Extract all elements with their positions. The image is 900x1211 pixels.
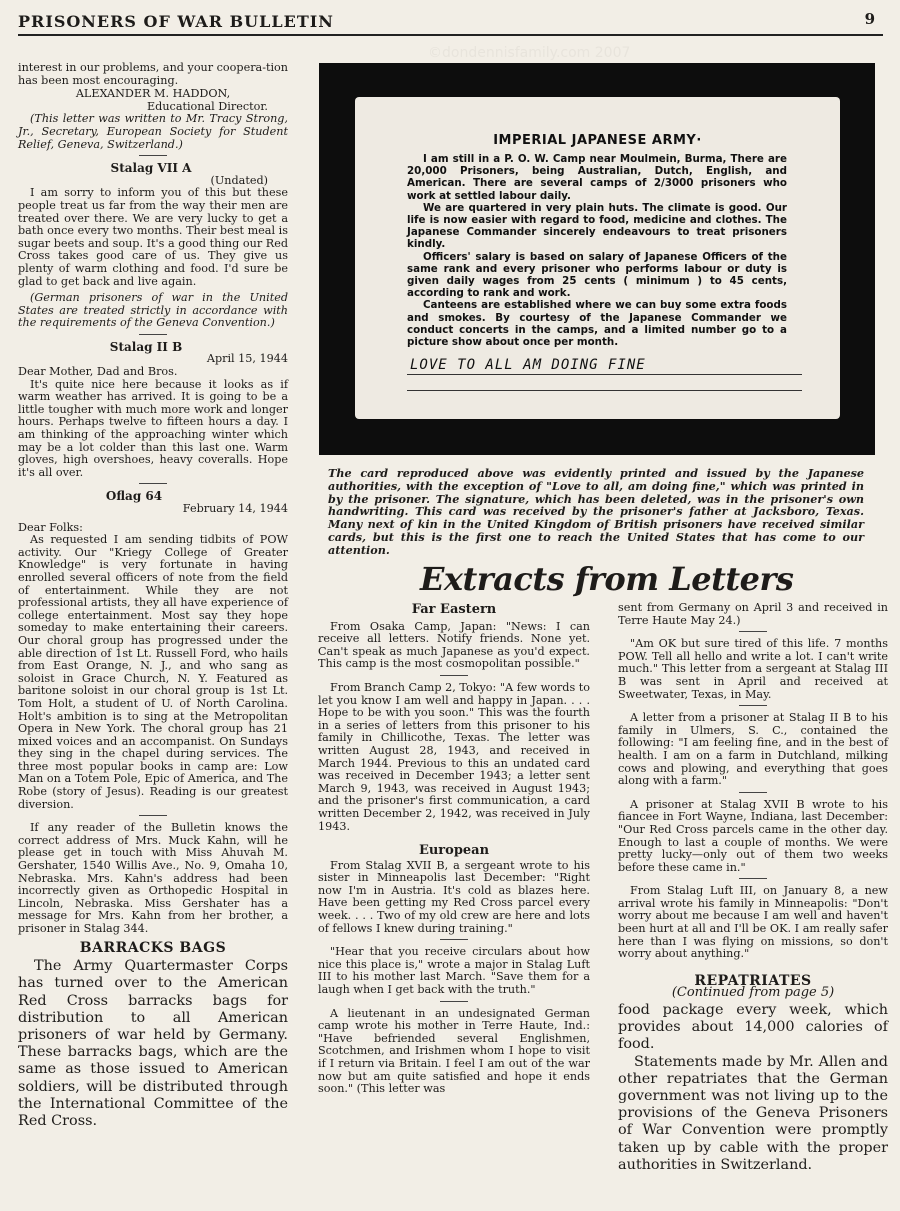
signature-title: Educational Director. bbox=[147, 99, 268, 113]
am-ok-letter: "Am OK but sure tired of this life. 7 months POW. Tell all hello and write a lot. I can't write much." This letter from a sergeant at Stalag III B was sent in April and received at Sweetwater, Texas, in May. bbox=[618, 637, 888, 701]
card-paragraph: I am still in a P. O. W. Camp near Moulmein, Burma, There are 20,000 Prisoners, being Australian, Dutch, English, and American. There are several camps of 2/3000 prisoners who work at settled labour daily. bbox=[407, 153, 787, 202]
repatriates-article bbox=[618, 1002, 888, 1174]
divider bbox=[739, 705, 767, 706]
letter2-salutation: Dear Mother, Dad and Bros. bbox=[18, 365, 178, 379]
letter3-heading: Oflag 64 bbox=[105, 489, 163, 504]
card-paragraph: Canteens are established where we can buy some extra foods and smokes. By courtesy of the Japanese Commander we conduct concerts in the camps, and a limited number go to a picture show about once per month. bbox=[407, 299, 787, 349]
letter3-salutation: Dear Folks: bbox=[18, 520, 83, 534]
divider bbox=[739, 631, 767, 632]
divider bbox=[739, 792, 767, 793]
repatriates-continued: (Continued from page 5) bbox=[671, 985, 835, 1001]
signature-name: ALEXANDER M. HADDON, bbox=[75, 87, 231, 101]
intro-text: interest in our problems, and your coopera-tion has been most encouraging. bbox=[18, 61, 289, 87]
handwritten-message: LOVE TO ALL AM DOING FINE bbox=[410, 357, 646, 373]
signature-line bbox=[407, 390, 802, 391]
letter2-text: It's quite nice here because it looks as if warm weather has arrived. It is going to be a little tougher with much more work and longer hours. Perhaps twelve to fifteen hours a day. I am thinking of the approaching winter which may be a lot colder than this last one. Warm gloves, high overshoes, heavy coveralls. Hope it's all over. bbox=[18, 377, 288, 479]
fort-wayne-letter: A prisoner at Stalag XVII B wrote to his fiancee in Fort Wayne, Indiana, last December: "Our Red Cross parcels came in the other day. Enough to last a couple of months. We were pretty lucky—only out of them two weeks before these came in." bbox=[618, 797, 888, 874]
letter1-heading: Stalag VII A bbox=[110, 161, 192, 176]
japanese-army-postcard bbox=[355, 97, 840, 419]
barracks-article bbox=[18, 958, 288, 1130]
circulars-letter: "Hear that you receive circulars about how nice this place is," wrote a major in Stalag Luft III to his mother last March. "Save them for a laugh when I get back with the truth." bbox=[318, 945, 590, 997]
ulmers-letter: A letter from a prisoner at Stalag II B to his family in Ulmers, S. C., contained the following: "I am feeling fine, and in the best of health. I am on a farm in Dutchland, milking cows and plowing, and everything that goes along with a farm." bbox=[618, 711, 888, 788]
divider bbox=[440, 939, 468, 940]
letter1-note: (German prisoners of war in the United States are treated strictly in accordance with the requirements of the Geneva Convention.) bbox=[18, 291, 288, 330]
branch-camp-letter: From Branch Camp 2, Tokyo: "A few words to let you know I am well and happy in Japan. . . . Hope to be with you soon." This was the fourth in a series of letters from this prisoner to his family in Chillicothe, Texas. The letter was written August 28, 1943, and received in March 1944. Previous to this an undated card was received in December 1943; a letter sent March 9, 1943, was received in August 1943; and the prisoner's first communication, a card written December 2, 1942, was received in July 1943. bbox=[318, 680, 590, 833]
left-column bbox=[18, 62, 288, 1130]
kahn-notice: If any reader of the Bulletin knows the correct address of Mrs. Muck Kahn, will he please get in touch with Miss Ahuvah M. Gershater, 1540 Willis Ave., No. 9, Omaha 10, Nebraska. Mrs. Kahn's address had been incorrectly given as Orthopedic Hospital in Lincoln, Nebraska. Miss Gershater has a message for Mrs. Kahn from her brother, a prisoner in Stalag 344. bbox=[18, 821, 288, 935]
card-body bbox=[407, 153, 787, 348]
divider bbox=[139, 815, 167, 816]
letter1-date: (Undated) bbox=[210, 173, 268, 187]
lieutenant-letter: A lieutenant in an undesignated German camp wrote his mother in Terre Haute, Ind.: "Have befriended several Englishmen, Scotchmen, and Irishmen whom I hope to visit if I return via Britain. I feel I am out of the war now but am quite satisfied and hope it ends soon." (This letter was bbox=[318, 1006, 590, 1096]
repatriates-text: Statements made by Mr. Allen and other repatriates that the German government was not living up to the provisions of the Geneva Prisoners of War Convention were promptly taken up by cable with the proper authorities in Switzerland. bbox=[618, 1053, 888, 1173]
card-title: IMPERIAL JAPANESE ARMY· bbox=[493, 133, 702, 148]
barracks-text: The Army Quartermaster Corps has turned over to the American Red Cross barracks bags for distribution to all American prisoners of war held by Germany. These barracks bags, which are the same as those issued to American soldiers, will be distributed through the International Committee of the Red Cross. bbox=[18, 958, 288, 1130]
stalag-xvii-letter: From Stalag XVII B, a sergeant wrote to his sister in Minneapolis last December: "Right now I'm in Austria. It's cold as blazes here. Have been getting my Red Cross parcel every week. . . . Two of my old crew are here and lots of fellows I knew during training." bbox=[318, 858, 590, 935]
divider bbox=[139, 483, 167, 484]
letter3-text: As requested I am sending tidbits of POW activity. Our "Kriegy College of Greater Knowledge" is very fortunate in having enrolled several officers of note from the field of entertainment. While they are not professional artists, they all have experience of college entertainment. Most say they hope someday to make entertaining their careers. Our choral group has progressed under the able direction of 1st Lt. Russell Ford, who hails from East Orange, N. J., and who sang as soloist in Grace Church, N. Y. Featured as baritone soloist in our choral group is 1st Lt. Tom Holt, a student of U. of North Carolina. Holt's ambition is to sing at the Metropolitan Opera in New York. The choral group has 21 mixed voices and an accompanist. On Sundays they sing in the chapel during services. The three most popular books in camp are: Low Man on a Totem Pole, Epic of America, and The Robe (story of Jesus). Reading is our greatest diversion. bbox=[18, 533, 288, 811]
signature-note: (This letter was written to Mr. Tracy Strong, Jr., Secretary, European Society for Student Relief, Geneva, Switzerland.) bbox=[18, 112, 288, 151]
european-heading: European bbox=[418, 843, 490, 859]
page-number: 9 bbox=[864, 10, 875, 28]
extracts-title: Extracts from Letters bbox=[420, 560, 794, 598]
barracks-heading: BARRACKS BAGS bbox=[79, 939, 227, 956]
letter2-heading: Stalag II B bbox=[109, 339, 183, 354]
letter1-text: I am sorry to inform you of this but these people treat us far from the way their men are treated over there. We are very lucky to get a bath once every two months. Their best meal is sugar beets and soup. It's a good thing our Red Cross takes good care of us. They give us plenty of warm clothing and food. I'd sure be glad to get back and live again. bbox=[18, 186, 288, 288]
luft-iii-letter: From Stalag Luft III, on January 8, a new arrival wrote his family in Minneapolis: "Don't worry about me because I am well and haven't been hurt at all and I'll be OK. I am really safer here than I was flying on missions, so don't worry about anything." bbox=[618, 884, 888, 961]
repatriates-heading: REPATRIATES bbox=[694, 972, 812, 989]
card-paragraph: We are quartered in very plain huts. The climate is good. Our life is now easier with regard to food, medicine and clothes. The Japanese Commander sincerely endeavours to treat prisoners kindly. bbox=[407, 201, 787, 251]
divider bbox=[739, 878, 767, 879]
watermark: ©dondennisfamily.com 2007 bbox=[428, 45, 631, 61]
divider bbox=[139, 155, 167, 156]
divider bbox=[440, 1001, 468, 1002]
divider bbox=[440, 675, 468, 676]
card-paragraph: Officers' salary is based on salary of Japanese Officers of the same rank and every prisoner who performs labour or duty is given daily wages from 25 cents ( minimum ) to 45 cents, according to rank and work. bbox=[407, 250, 787, 300]
page-header bbox=[18, 10, 883, 36]
right-column bbox=[618, 602, 888, 1174]
bulletin-title: PRISONERS OF WAR BULLETIN bbox=[18, 12, 334, 31]
signature-line bbox=[407, 374, 802, 375]
letter2-date: April 15, 1944 bbox=[206, 352, 288, 366]
middle-column bbox=[318, 604, 590, 1100]
osaka-letter: From Osaka Camp, Japan: "News: I can receive all letters. Notify friends. None yet. Can't speak as much Japanese as you'd expect. This camp is the most cosmopolitan possible." bbox=[318, 619, 590, 671]
divider bbox=[139, 334, 167, 335]
continued-text: sent from Germany on April 3 and received in Terre Haute May 24.) bbox=[618, 601, 888, 627]
far-eastern-heading: Far Eastern bbox=[411, 602, 497, 617]
letter3-date: February 14, 1944 bbox=[182, 502, 288, 515]
postcard-caption: The card reproduced above was evidently printed and issued by the Japanese authorities, with the exception of "Love to all, am doing fine," which was printed in by the prisoner. The signature, which has been deleted, was in the prisoner's own handwriting. This card was received by the prisoner's father at Jacksboro, Texas. Many next of kin in the United Kingdom of British prisoners have received similar cards, but this is the first one to reach the United States that has come to our attention. bbox=[328, 466, 864, 557]
repatriates-text: food package every week, which provides about 14,000 calories of food. bbox=[618, 1002, 888, 1053]
